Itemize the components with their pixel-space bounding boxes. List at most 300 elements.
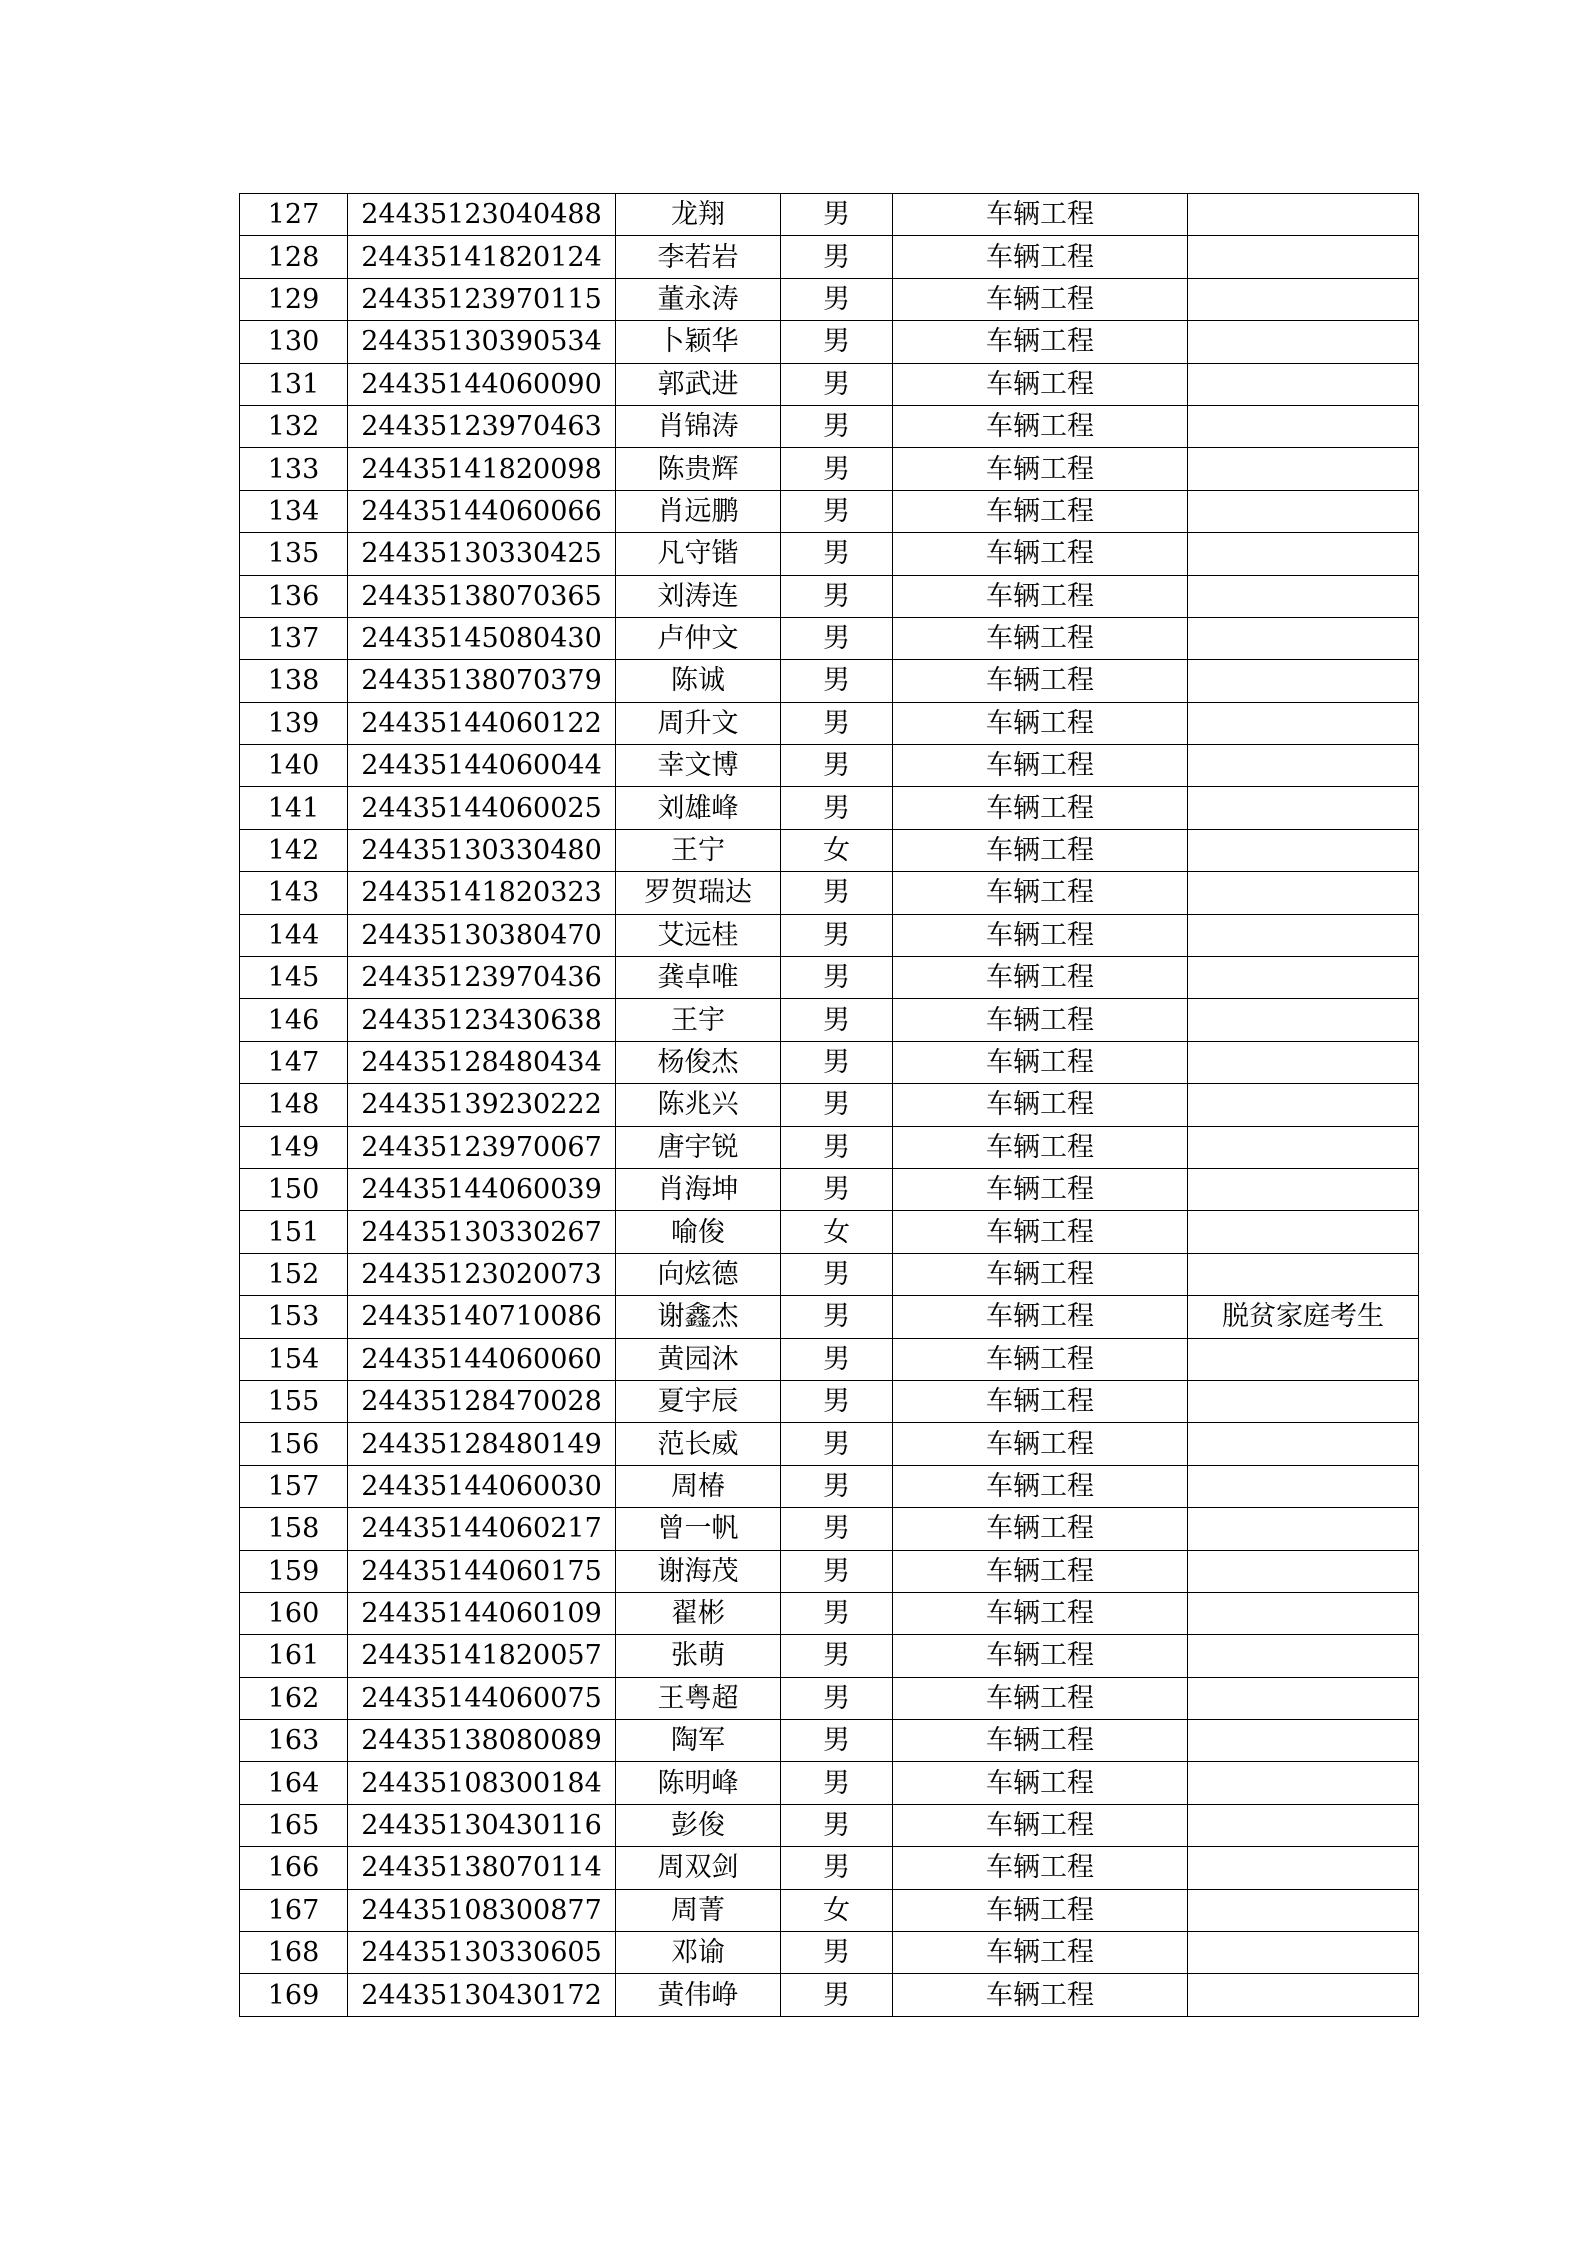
exam-id-cell: 24435138070114: [348, 1847, 616, 1889]
seq-cell: 133: [240, 448, 348, 490]
seq-cell: 167: [240, 1889, 348, 1931]
note-cell: [1188, 872, 1419, 914]
gender-cell: 女: [781, 829, 893, 871]
note-cell: [1188, 194, 1419, 236]
table-row: [240, 702, 1419, 744]
major-cell: 车辆工程: [893, 1168, 1188, 1210]
name-cell: 周升文: [616, 702, 781, 744]
name-cell: 范长威: [616, 1423, 781, 1465]
note-cell: [1188, 448, 1419, 490]
gender-cell: 男: [781, 1423, 893, 1465]
name-cell: 周菁: [616, 1889, 781, 1931]
seq-cell: 128: [240, 236, 348, 278]
name-cell: 郭武进: [616, 363, 781, 405]
seq-cell: 155: [240, 1380, 348, 1422]
gender-cell: 男: [781, 1592, 893, 1634]
major-cell: 车辆工程: [893, 1635, 1188, 1677]
major-cell: 车辆工程: [893, 575, 1188, 617]
seq-cell: 168: [240, 1932, 348, 1974]
gender-cell: 男: [781, 1635, 893, 1677]
seq-cell: 161: [240, 1635, 348, 1677]
gender-cell: 男: [781, 575, 893, 617]
note-cell: [1188, 617, 1419, 659]
seq-cell: 163: [240, 1720, 348, 1762]
note-cell: [1188, 321, 1419, 363]
note-cell: [1188, 1423, 1419, 1465]
note-cell: [1188, 702, 1419, 744]
exam-id-cell: 24435128480149: [348, 1423, 616, 1465]
major-cell: 车辆工程: [893, 1423, 1188, 1465]
seq-cell: 135: [240, 533, 348, 575]
seq-cell: 164: [240, 1762, 348, 1804]
major-cell: 车辆工程: [893, 363, 1188, 405]
exam-id-cell: 24435141820323: [348, 872, 616, 914]
name-cell: 肖锦涛: [616, 405, 781, 447]
exam-id-cell: 24435130430172: [348, 1974, 616, 2016]
exam-id-cell: 24435141820098: [348, 448, 616, 490]
seq-cell: 166: [240, 1847, 348, 1889]
note-cell: [1188, 533, 1419, 575]
note-cell: [1188, 1084, 1419, 1126]
major-cell: 车辆工程: [893, 829, 1188, 871]
gender-cell: 男: [781, 745, 893, 787]
exam-id-cell: 24435123430638: [348, 999, 616, 1041]
table-row: [240, 363, 1419, 405]
gender-cell: 男: [781, 1380, 893, 1422]
gender-cell: 男: [781, 1338, 893, 1380]
major-cell: 车辆工程: [893, 1041, 1188, 1083]
major-cell: 车辆工程: [893, 321, 1188, 363]
name-cell: 张萌: [616, 1635, 781, 1677]
seq-cell: 145: [240, 957, 348, 999]
major-cell: 车辆工程: [893, 1762, 1188, 1804]
name-cell: 夏宇辰: [616, 1380, 781, 1422]
table-row: [240, 999, 1419, 1041]
gender-cell: 男: [781, 448, 893, 490]
table-row: [240, 1126, 1419, 1168]
seq-cell: 136: [240, 575, 348, 617]
seq-cell: 141: [240, 787, 348, 829]
name-cell: 卜颖华: [616, 321, 781, 363]
gender-cell: 男: [781, 1804, 893, 1846]
gender-cell: 男: [781, 321, 893, 363]
exam-id-cell: 24435123970436: [348, 957, 616, 999]
exam-id-cell: 24435130390534: [348, 321, 616, 363]
name-cell: 谢鑫杰: [616, 1296, 781, 1338]
exam-id-cell: 24435144060025: [348, 787, 616, 829]
table-row: [240, 957, 1419, 999]
gender-cell: 男: [781, 1974, 893, 2016]
note-cell: [1188, 405, 1419, 447]
major-cell: 车辆工程: [893, 872, 1188, 914]
name-cell: 谢海茂: [616, 1550, 781, 1592]
note-cell: [1188, 1677, 1419, 1719]
gender-cell: 女: [781, 1889, 893, 1931]
note-cell: [1188, 1168, 1419, 1210]
major-cell: 车辆工程: [893, 1932, 1188, 1974]
major-cell: 车辆工程: [893, 1380, 1188, 1422]
seq-cell: 140: [240, 745, 348, 787]
table-row: [240, 1211, 1419, 1253]
exam-id-cell: 24435141820057: [348, 1635, 616, 1677]
seq-cell: 160: [240, 1592, 348, 1634]
note-cell: [1188, 1932, 1419, 1974]
table-row: [240, 405, 1419, 447]
major-cell: 车辆工程: [893, 236, 1188, 278]
seq-cell: 153: [240, 1296, 348, 1338]
table-row: [240, 533, 1419, 575]
exam-id-cell: 24435108300877: [348, 1889, 616, 1931]
gender-cell: 男: [781, 363, 893, 405]
note-cell: [1188, 1889, 1419, 1931]
seq-cell: 151: [240, 1211, 348, 1253]
major-cell: 车辆工程: [893, 533, 1188, 575]
table-row: [240, 745, 1419, 787]
name-cell: 彭俊: [616, 1804, 781, 1846]
exam-id-cell: 24435128470028: [348, 1380, 616, 1422]
table-row: [240, 448, 1419, 490]
gender-cell: 男: [781, 1550, 893, 1592]
name-cell: 龚卓唯: [616, 957, 781, 999]
roster-body: [240, 194, 1419, 2017]
name-cell: 王宁: [616, 829, 781, 871]
exam-id-cell: 24435144060217: [348, 1508, 616, 1550]
exam-id-cell: 24435130330267: [348, 1211, 616, 1253]
gender-cell: 男: [781, 236, 893, 278]
table-row: [240, 1508, 1419, 1550]
major-cell: 车辆工程: [893, 405, 1188, 447]
name-cell: 陈贵辉: [616, 448, 781, 490]
name-cell: 龙翔: [616, 194, 781, 236]
exam-id-cell: 24435144060090: [348, 363, 616, 405]
table-row: [240, 829, 1419, 871]
gender-cell: 男: [781, 1720, 893, 1762]
table-row: [240, 914, 1419, 956]
table-row: [240, 1465, 1419, 1507]
gender-cell: 男: [781, 617, 893, 659]
exam-id-cell: 24435144060039: [348, 1168, 616, 1210]
major-cell: 车辆工程: [893, 448, 1188, 490]
major-cell: 车辆工程: [893, 660, 1188, 702]
gender-cell: 男: [781, 787, 893, 829]
gender-cell: 男: [781, 957, 893, 999]
table-row: [240, 575, 1419, 617]
name-cell: 罗贺瑞达: [616, 872, 781, 914]
major-cell: 车辆工程: [893, 999, 1188, 1041]
name-cell: 王粤超: [616, 1677, 781, 1719]
major-cell: 车辆工程: [893, 1720, 1188, 1762]
note-cell: [1188, 1465, 1419, 1507]
seq-cell: 139: [240, 702, 348, 744]
seq-cell: 149: [240, 1126, 348, 1168]
exam-id-cell: 24435140710086: [348, 1296, 616, 1338]
note-cell: [1188, 999, 1419, 1041]
seq-cell: 159: [240, 1550, 348, 1592]
name-cell: 陈兆兴: [616, 1084, 781, 1126]
major-cell: 车辆工程: [893, 617, 1188, 659]
major-cell: 车辆工程: [893, 1211, 1188, 1253]
seq-cell: 165: [240, 1804, 348, 1846]
table-row: [240, 872, 1419, 914]
table-row: [240, 1423, 1419, 1465]
exam-id-cell: 24435130430116: [348, 1804, 616, 1846]
note-cell: [1188, 914, 1419, 956]
exam-id-cell: 24435123020073: [348, 1253, 616, 1295]
major-cell: 车辆工程: [893, 1677, 1188, 1719]
major-cell: 车辆工程: [893, 1889, 1188, 1931]
major-cell: 车辆工程: [893, 1465, 1188, 1507]
table-row: [240, 1168, 1419, 1210]
major-cell: 车辆工程: [893, 1126, 1188, 1168]
table-row: [240, 1804, 1419, 1846]
seq-cell: 152: [240, 1253, 348, 1295]
table-row: [240, 1762, 1419, 1804]
table-row: [240, 1720, 1419, 1762]
note-cell: [1188, 1508, 1419, 1550]
seq-cell: 146: [240, 999, 348, 1041]
seq-cell: 137: [240, 617, 348, 659]
exam-id-cell: 24435108300184: [348, 1762, 616, 1804]
seq-cell: 142: [240, 829, 348, 871]
seq-cell: 169: [240, 1974, 348, 2016]
gender-cell: 男: [781, 278, 893, 320]
table-row: [240, 1296, 1419, 1338]
roster-table: [239, 193, 1419, 2017]
name-cell: 邓谕: [616, 1932, 781, 1974]
note-cell: [1188, 363, 1419, 405]
name-cell: 周椿: [616, 1465, 781, 1507]
table-row: [240, 1592, 1419, 1634]
name-cell: 刘涛连: [616, 575, 781, 617]
name-cell: 陶军: [616, 1720, 781, 1762]
gender-cell: 男: [781, 194, 893, 236]
major-cell: 车辆工程: [893, 787, 1188, 829]
major-cell: 车辆工程: [893, 1296, 1188, 1338]
gender-cell: 男: [781, 1126, 893, 1168]
name-cell: 曾一帆: [616, 1508, 781, 1550]
note-cell: [1188, 1338, 1419, 1380]
major-cell: 车辆工程: [893, 745, 1188, 787]
table-row: [240, 1677, 1419, 1719]
table-row: [240, 1847, 1419, 1889]
name-cell: 陈明峰: [616, 1762, 781, 1804]
exam-id-cell: 24435123970463: [348, 405, 616, 447]
exam-id-cell: 24435144060175: [348, 1550, 616, 1592]
exam-id-cell: 24435144060030: [348, 1465, 616, 1507]
note-cell: [1188, 1635, 1419, 1677]
exam-id-cell: 24435144060044: [348, 745, 616, 787]
name-cell: 艾远桂: [616, 914, 781, 956]
exam-id-cell: 24435141820124: [348, 236, 616, 278]
note-cell: 脱贫家庭考生: [1188, 1296, 1419, 1338]
seq-cell: 157: [240, 1465, 348, 1507]
note-cell: [1188, 278, 1419, 320]
note-cell: [1188, 1974, 1419, 2016]
name-cell: 周双剑: [616, 1847, 781, 1889]
major-cell: 车辆工程: [893, 702, 1188, 744]
gender-cell: 男: [781, 999, 893, 1041]
gender-cell: 男: [781, 914, 893, 956]
table-row: [240, 1974, 1419, 2016]
exam-id-cell: 24435130380470: [348, 914, 616, 956]
note-cell: [1188, 745, 1419, 787]
note-cell: [1188, 236, 1419, 278]
major-cell: 车辆工程: [893, 914, 1188, 956]
major-cell: 车辆工程: [893, 1338, 1188, 1380]
seq-cell: 132: [240, 405, 348, 447]
name-cell: 翟彬: [616, 1592, 781, 1634]
gender-cell: 男: [781, 490, 893, 532]
name-cell: 刘雄峰: [616, 787, 781, 829]
seq-cell: 129: [240, 278, 348, 320]
note-cell: [1188, 1211, 1419, 1253]
gender-cell: 男: [781, 405, 893, 447]
exam-id-cell: 24435138070379: [348, 660, 616, 702]
gender-cell: 男: [781, 1762, 893, 1804]
seq-cell: 156: [240, 1423, 348, 1465]
name-cell: 杨俊杰: [616, 1041, 781, 1083]
exam-id-cell: 24435144060122: [348, 702, 616, 744]
seq-cell: 134: [240, 490, 348, 532]
name-cell: 凡守锴: [616, 533, 781, 575]
table-row: [240, 1889, 1419, 1931]
gender-cell: 男: [781, 1041, 893, 1083]
note-cell: [1188, 1380, 1419, 1422]
note-cell: [1188, 957, 1419, 999]
table-row: [240, 1084, 1419, 1126]
note-cell: [1188, 1126, 1419, 1168]
table-row: [240, 1635, 1419, 1677]
gender-cell: 男: [781, 533, 893, 575]
major-cell: 车辆工程: [893, 1508, 1188, 1550]
exam-id-cell: 24435128480434: [348, 1041, 616, 1083]
table-row: [240, 236, 1419, 278]
gender-cell: 男: [781, 1508, 893, 1550]
seq-cell: 154: [240, 1338, 348, 1380]
seq-cell: 162: [240, 1677, 348, 1719]
table-row: [240, 194, 1419, 236]
name-cell: 黄园沐: [616, 1338, 781, 1380]
gender-cell: 男: [781, 872, 893, 914]
gender-cell: 男: [781, 1465, 893, 1507]
gender-cell: 男: [781, 702, 893, 744]
name-cell: 向炫德: [616, 1253, 781, 1295]
major-cell: 车辆工程: [893, 1804, 1188, 1846]
exam-id-cell: 24435144060060: [348, 1338, 616, 1380]
name-cell: 卢仲文: [616, 617, 781, 659]
table-row: [240, 660, 1419, 702]
note-cell: [1188, 1720, 1419, 1762]
table-row: [240, 321, 1419, 363]
name-cell: 董永涛: [616, 278, 781, 320]
exam-id-cell: 24435130330480: [348, 829, 616, 871]
note-cell: [1188, 1804, 1419, 1846]
seq-cell: 148: [240, 1084, 348, 1126]
note-cell: [1188, 1847, 1419, 1889]
major-cell: 车辆工程: [893, 1847, 1188, 1889]
major-cell: 车辆工程: [893, 278, 1188, 320]
gender-cell: 男: [781, 1677, 893, 1719]
name-cell: 喻俊: [616, 1211, 781, 1253]
seq-cell: 127: [240, 194, 348, 236]
name-cell: 肖海坤: [616, 1168, 781, 1210]
seq-cell: 150: [240, 1168, 348, 1210]
note-cell: [1188, 1762, 1419, 1804]
gender-cell: 男: [781, 1932, 893, 1974]
note-cell: [1188, 829, 1419, 871]
exam-id-cell: 24435138070365: [348, 575, 616, 617]
exam-id-cell: 24435130330425: [348, 533, 616, 575]
table-row: [240, 1041, 1419, 1083]
major-cell: 车辆工程: [893, 1550, 1188, 1592]
name-cell: 王宇: [616, 999, 781, 1041]
gender-cell: 男: [781, 660, 893, 702]
seq-cell: 143: [240, 872, 348, 914]
name-cell: 肖远鹏: [616, 490, 781, 532]
table-row: [240, 1253, 1419, 1295]
exam-id-cell: 24435123970067: [348, 1126, 616, 1168]
note-cell: [1188, 787, 1419, 829]
major-cell: 车辆工程: [893, 1974, 1188, 2016]
gender-cell: 男: [781, 1253, 893, 1295]
exam-id-cell: 24435123970115: [348, 278, 616, 320]
name-cell: 唐宇锐: [616, 1126, 781, 1168]
note-cell: [1188, 490, 1419, 532]
note-cell: [1188, 1253, 1419, 1295]
seq-cell: 138: [240, 660, 348, 702]
name-cell: 李若岩: [616, 236, 781, 278]
note-cell: [1188, 1592, 1419, 1634]
name-cell: 幸文博: [616, 745, 781, 787]
major-cell: 车辆工程: [893, 1592, 1188, 1634]
seq-cell: 147: [240, 1041, 348, 1083]
table-row: [240, 490, 1419, 532]
exam-id-cell: 24435144060066: [348, 490, 616, 532]
table-row: [240, 1932, 1419, 1974]
gender-cell: 男: [781, 1084, 893, 1126]
exam-id-cell: 24435138080089: [348, 1720, 616, 1762]
exam-id-cell: 24435139230222: [348, 1084, 616, 1126]
table-row: [240, 787, 1419, 829]
table-row: [240, 1550, 1419, 1592]
table-row: [240, 617, 1419, 659]
gender-cell: 男: [781, 1847, 893, 1889]
exam-id-cell: 24435123040488: [348, 194, 616, 236]
exam-id-cell: 24435144060109: [348, 1592, 616, 1634]
table-row: [240, 278, 1419, 320]
name-cell: 黄伟峥: [616, 1974, 781, 2016]
seq-cell: 158: [240, 1508, 348, 1550]
gender-cell: 女: [781, 1211, 893, 1253]
major-cell: 车辆工程: [893, 1253, 1188, 1295]
major-cell: 车辆工程: [893, 1084, 1188, 1126]
note-cell: [1188, 660, 1419, 702]
exam-id-cell: 24435145080430: [348, 617, 616, 659]
note-cell: [1188, 1041, 1419, 1083]
major-cell: 车辆工程: [893, 957, 1188, 999]
table-row: [240, 1380, 1419, 1422]
exam-id-cell: 24435130330605: [348, 1932, 616, 1974]
seq-cell: 130: [240, 321, 348, 363]
note-cell: [1188, 575, 1419, 617]
note-cell: [1188, 1550, 1419, 1592]
name-cell: 陈诚: [616, 660, 781, 702]
major-cell: 车辆工程: [893, 490, 1188, 532]
seq-cell: 144: [240, 914, 348, 956]
major-cell: 车辆工程: [893, 194, 1188, 236]
gender-cell: 男: [781, 1168, 893, 1210]
exam-id-cell: 24435144060075: [348, 1677, 616, 1719]
